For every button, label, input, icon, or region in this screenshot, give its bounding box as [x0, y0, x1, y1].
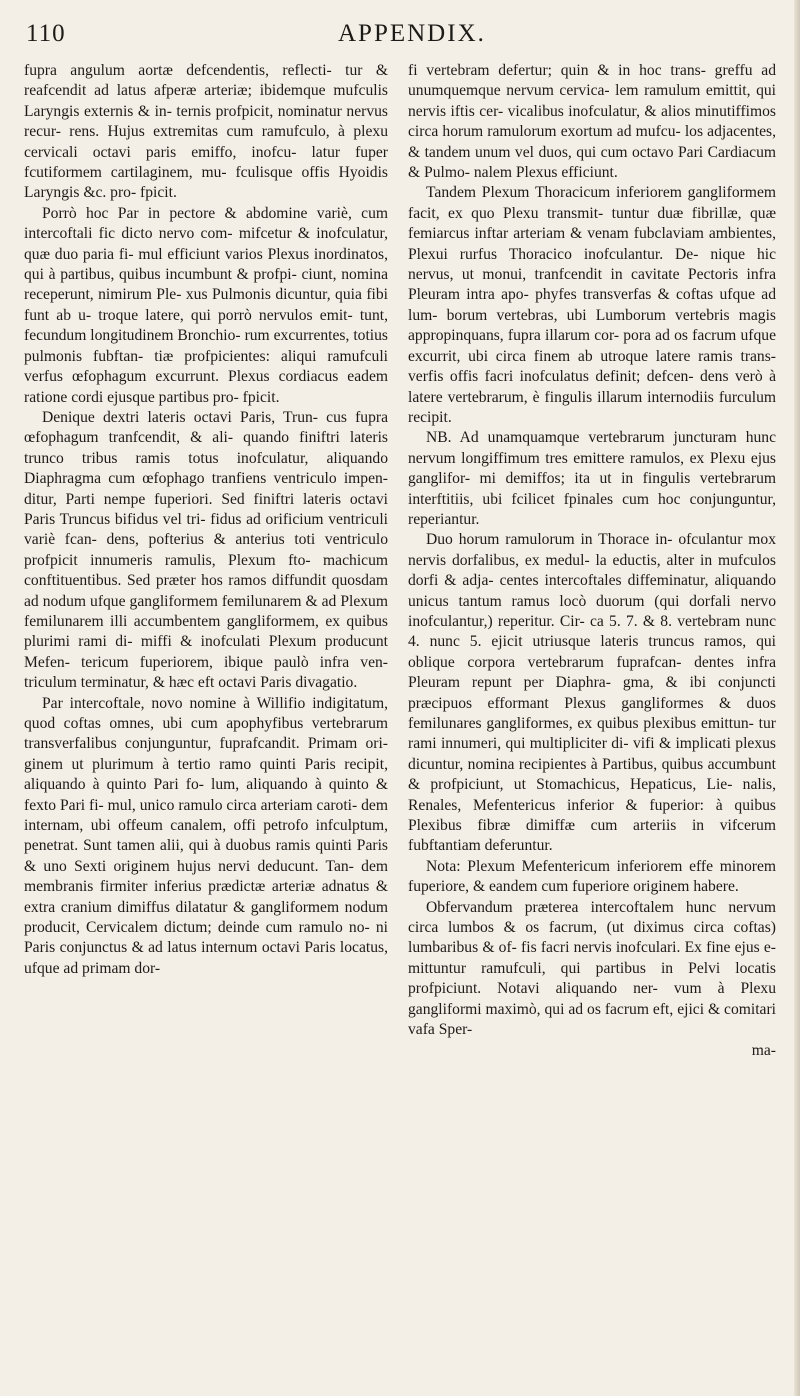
paragraph: fi vertebram defertur; quin & in hoc trans- greffu ad unumquemque nervum cervica- lem ramulum emittit, qui nervis iftis cer- vicalibus inofculatur, & alios minutiffimos circa horum ramulorum exortum ad mufcu- los adjacentes, & tandem unum vel duos, qui cum octavo Pari Cardiacum & Pulmo- nalem Plexus efficiunt. [408, 62, 776, 182]
page-number: 110 [26, 20, 66, 47]
running-title: APPENDIX. [338, 20, 486, 47]
paragraph: Nota: Plexum Mefentericum inferiorem effe minorem fuperiore, & eandem cum fuperiore originem habere. [408, 857, 776, 896]
right-column [408, 61, 776, 1061]
paragraph: Duo horum ramulorum in Thorace in- ofculantur mox nervis dorfalibus, ex medul- la eductis, alter in mufculos dorfi & adja- centes intercoftales diffeminatur, aliquando unicus tantum ramus locò duorum (qui dorfali nervo inofculantur,) reperitur. Cir- ca 5. 7. & 8. vertebram nunc 4. nunc 5. ejicit utriusque lateris truncus ramos, qui oblique corpora vertebrarum fuprafcan- dentes infra Pleuram repunt per Diaphra- gma, & ibi conjuncti præcipuos efformant Plexus gangliformes & duos femilunares gangliformes, ex quibus plexibus emittun- tur rami innumeri, qui multipliciter di- vifi & implicati plexus dicuntur, nomina recipientes à Partibus, quibus accumbunt & profpiciunt, ut Stomachicus, Hepaticus, Lie- nalis, Renales, Mefentericus inferior & fuperior: à quibus Plexibus fibræ dimiffæ cum arteriis in vifcerum fubftantiam deferuntur. [408, 531, 776, 855]
paragraph: Par intercoftale, novo nomine à Willifio indigitatum, quod coftas omnes, ubi cum apophyfibus vertebrarum transverfalibus conjunguntur, fuprafcandit. Primam ori- ginem ut plurimum à tertio ramo quinti Paris recipit, aliquando à quinto Pari fo- lum, aliquando à quinto & fexto Pari fi- mul, unico ramulo circa arteriam caroti- dem internam, ubi offeum canalem, offi petrofo infculptum, penetrat. Sunt tamen alii, qui à duobus ramis quinti Paris & uno Sexti originem hujus nervi deducunt. Tan- dem membranis firmiter inferius prædictæ arteriæ adnatus & extra cranium dimiffus dilatatur & gangliformem nodum producit, Cervicalem dictum; deinde cum ramulo no- ni Paris conjunctus & ad latus internum octavi Paris locatus, ufque ad primam dor- [24, 694, 388, 977]
paragraph: Porrò hoc Par in pectore & abdomine variè, cum intercoftali fic dicto nervo com- mifcetur & inofculatur, quæ duo paria fi- mul efficiunt varios Plexus inordinatos, qui à partibus, quibus incumbunt & profpi- ciunt, nomina receperunt, nimirum Ple- xus Pulmonis dicuntur, quia fibi funt ab u- troque latere, qui porrò nervulos emit- tunt, fecundum longitudinem Bronchio- rum excurrentes, totius pulmonis fubftan- tiæ profpicientes: aliqui ramufculi verfus œfophagum excurrunt. Plexus cordiacus eadem ratione cordi ejusque partibus pro- fpicit. [24, 204, 388, 406]
paragraph: fupra angulum aortæ defcendentis, reflecti- tur & reafcendit ad latus afperæ arteriæ; ibidemque mufculis Laryngis externis & in- ternis profpicit, nominatur nervus recur- rens. Hujus extremitas cum ramufculo, à plexu cervicali octavi paris emiffo, inofcu- latur fuper fcutiformem cartilaginem, mu- fculisque offis Hyoidis Laryngis &c. pro- fpicit. [24, 62, 388, 202]
paragraph: Tandem Plexum Thoracicum inferiorem gangliformem facit, ex quo Plexu transmit- tuntur duæ fibrillæ, quæ femiarcus inftar arteriam & venam fubclaviam ambientes, Plexui rurfus Thoracico inofculantur. De- nique hic nervus, ut monui, tranfcendit in cavitate Pectoris infra Pleuram intra apo- phyfes transverfas & coftas ufque ad lum- borum vertebras, ubi Lumborum vertebris magis appropinquans, fupra illarum cor- pora ad os facrum ufque excurrit, ubi circa finem ab utroque latere ramis trans- verfis offis facri inofculatus definit; defcen- dens verò à latere vertebrarum, è fingulis illarum internodiis furculum recipit. [408, 184, 776, 426]
paragraph: Denique dextri lateris octavi Paris, Trun- cus fupra œfophagum tranfcendit, & ali- quando finiftri lateris trunco tribus ramis totus inofculatur, aliquando Diaphragma cum œfophago tranfiens ventriculo impen- ditur, Parti nempe fuperiori. Sed finiftri lateris octavi Paris Truncus bifidus vel tri- fidus ad orificium ventriculi variè fcan- dens, pofterius & anterius toti ventriculo profpicit innumeris ramulis, Plexum fto- machicum conftituentibus. Sed præter hos ramos diffundit quosdam ad nodum ufque gangliformem femilunarem & ad Plexum femilunarem illi accumbentem gangliformem, ex quibus plurimi rami di- miffi & inofculati Plexum producunt Mefen- tericum fuperiorem, ibique paulò infra ven- triculum terminatur, & hæc eft octavi Paris divagatio. [24, 408, 388, 692]
paragraph: NB. Ad unamquamque vertebrarum juncturam hunc nervum longiffimum tres emittere ramulos, ex Plexu ejus ganglifor- mi demiffos; ita ut in fingulis vertebrarum interftitiis, ubi fcilicet fpinales cum hoc conjunguntur, reperiantur. [408, 429, 776, 528]
left-column [24, 61, 388, 979]
catchword: ma- [751, 1041, 776, 1059]
paragraph: Obfervandum præterea intercoftalem hunc nervum circa lumbos & os facrum, (ut diximus circa coftas) lumbaribus & of- fis facri nervis inofculari. Ex fine ejus e- mittuntur ramufculi, qui partibus in Pelvi locatis profpiciunt. Notavi aliquando ner- vum à Plexu gangliformi maximò, qui ad os facrum eft, ejici & comitari vafa Sper- [408, 898, 776, 1039]
page-edge [794, 0, 800, 1396]
